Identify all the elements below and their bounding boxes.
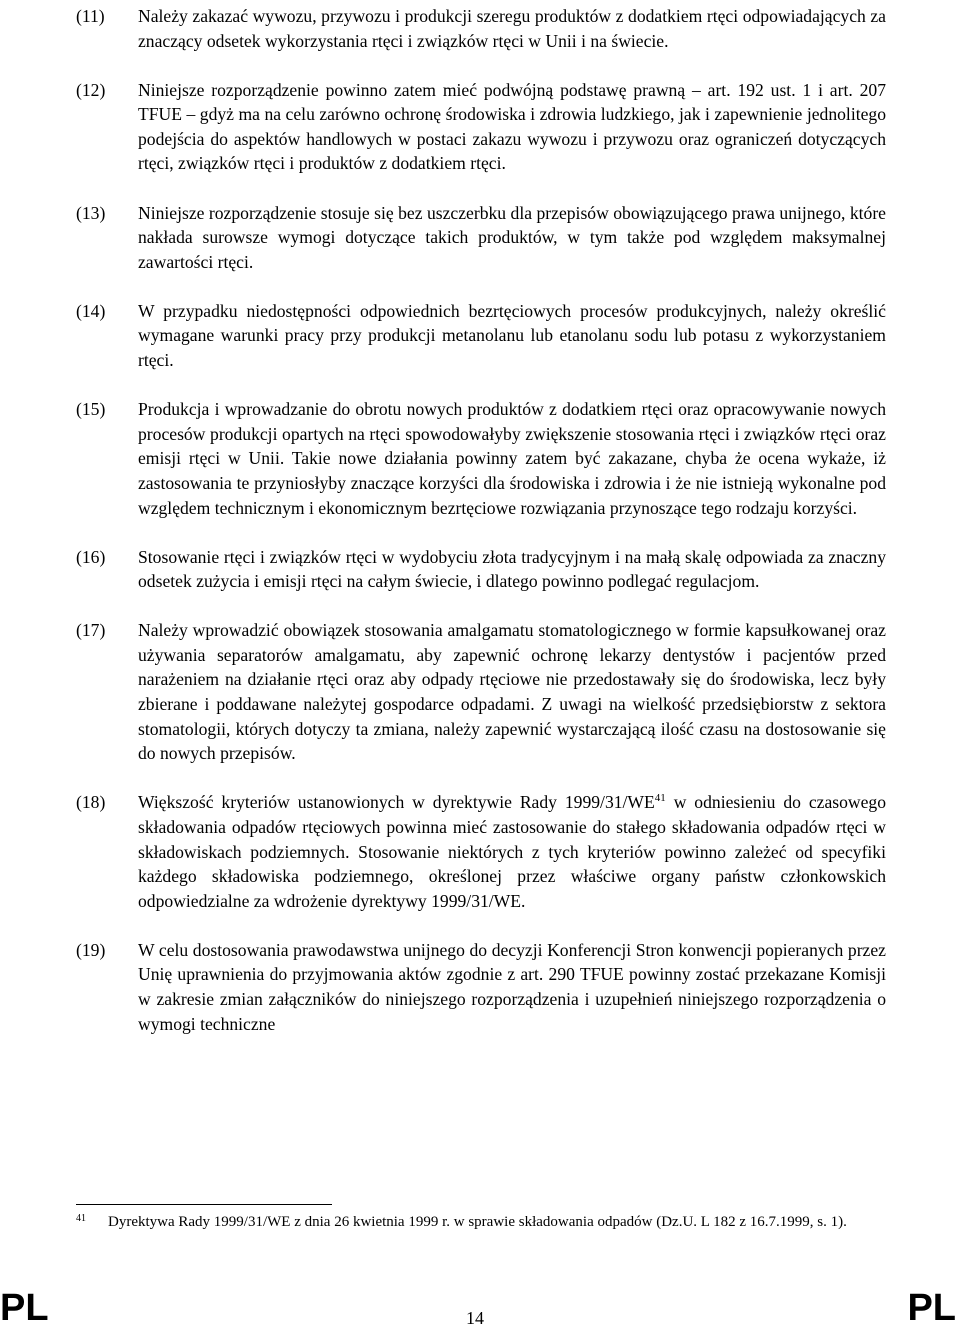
paragraph-number: (13) [76, 202, 106, 223]
paragraph-11 [76, 4, 886, 53]
paragraph-text: Należy wprowadzić obowiązek stosowania amalgamatu stomatologicznego w formie kapsułkowanej oraz używania separatorów amalgamatu, aby zapewnić ochronę lekarzy dentystów i pacjentów przed narażeniem na działanie rtęci oraz aby odpady rtęciowe nie przedostawały się do środowiska, lecz były zbierane i poddawane należytej gospodarce odpadami. Z uwagi na wielkość przedsiębiorstw z sektora stomatologii, których dotyczy ta zmiana, należy zapewnić wystarczającą ilość czasu na dostosowanie się do nowych przepisów. [138, 620, 886, 764]
paragraph-13 [76, 201, 886, 275]
paragraph-text: Należy zakazać wywozu, przywozu i produkcji szeregu produktów z dodatkiem rtęci odpowiadających za znaczący odsetek wykorzystania rtęci i związków rtęci w Unii i na świecie. [138, 6, 886, 51]
paragraph-19 [76, 938, 886, 1036]
paragraph-number: (19) [76, 939, 106, 960]
language-label-right: PL [907, 1287, 956, 1329]
footnote-reference[interactable]: 41 [654, 792, 666, 805]
paragraph-14 [76, 299, 886, 373]
paragraph-number: (18) [76, 792, 106, 813]
page-number: 14 [466, 1308, 484, 1328]
paragraph-text: Produkcja i wprowadzanie do obrotu nowych produktów z dodatkiem rtęci oraz opracowywanie nowych procesów produkcji opartych na rtęci spowodowałyby zwiększenie stosowania rtęci i związków rtęci oraz emisji rtęci w Unii. Takie nowe działania powinny zatem być zakazane, chyba że ocena wykaże, iż zastosowania te przyniosłyby znaczące korzyści dla środowiska i zdrowia i że nie istnieją wykonalne pod względem technicznym i ekonomicznym bezrtęciowe rozwiązania przynoszące tego rodzaju korzyści. [138, 399, 886, 518]
paragraph-17 [76, 618, 886, 766]
paragraph-number: (14) [76, 300, 106, 321]
paragraph-number: (11) [76, 6, 105, 26]
footnote-text: Dyrektywa Rady 1999/31/WE z dnia 26 kwietnia 1999 r. w sprawie składowania odpadów (Dz.U. L 182 z 16.7.1999, s. 1). [108, 1214, 847, 1230]
paragraph-18 [76, 790, 886, 913]
paragraph-number: (17) [76, 620, 106, 641]
paragraph-15 [76, 397, 886, 520]
footnote-divider [76, 1204, 332, 1205]
paragraph-text [138, 790, 886, 913]
paragraph-text: Niniejsze rozporządzenie powinno zatem mieć podwójną podstawę prawną – art. 192 ust. 1 i art. 207 TFUE – gdyż ma na celu zarówno ochronę środowiska i zdrowia ludzkiego, jak i zapewnienie jednolitego podejścia do aspektów handlowych w postaci zakazu wywozu i przywozu oraz ograniczeń dotyczących rtęci, związków rtęci i produktów z dodatkiem rtęci. [138, 79, 886, 174]
paragraph-12 [76, 78, 886, 176]
paragraph-number: (12) [76, 79, 106, 100]
paragraph-text-end: w odniesieniu do czasowego składowania odpadów rtęciowych powinna mieć zastosowanie do stałego składowania odpadów rtęci w składowiskach podziemnych. Stosowanie niektórych z tych kryteriów powinno zależeć od specyfiki każdego składowiska podziemnego, określonej przez właściwe organy państw członkowskich odpowiedzialne za wdrożenie dyrektywy 1999/31/WE. [138, 792, 887, 911]
document-body [76, 4, 886, 1061]
language-label-left: PL [0, 1287, 49, 1329]
footnote [76, 1212, 886, 1233]
paragraph-number: (15) [76, 399, 106, 420]
paragraph-16 [76, 545, 886, 594]
paragraph-text: Stosowanie rtęci i związków rtęci w wydobyciu złota tradycyjnym i na małą skalę odpowiada za znaczny odsetek zużycia i emisji rtęci na całym świecie, i dlatego powinno podlegać regulacjom. [138, 546, 886, 592]
paragraph-number: (16) [76, 546, 106, 567]
paragraph-text: Niniejsze rozporządzenie stosuje się bez uszczerbku dla przepisów obowiązującego prawa unijnego, które nakłada surowsze wymogi dotyczące takich produktów, w tym także pod względem maksymalnej zawartości rtęci. [138, 202, 886, 272]
paragraph-text-start: Większość kryteriów ustanowionych w dyrektywie Rady 1999/31/WE [138, 792, 655, 813]
paragraph-text: W celu dostosowania prawodawstwa unijnego do decyzji Konferencji Stron konwencji popieranych przez Unię uprawnienia do przyjmowania aktów zgodnie z art. 290 TFUE powinny zostać przekazane Komisji w zakresie zmian załączników do niniejszego rozporządzenia i uzupełnień niniejszego rozporządzenia o wymogi techniczne [138, 939, 886, 1034]
paragraph-text: W przypadku niedostępności odpowiednich bezrtęciowych procesów produkcyjnych, należy określić wymagane warunki pracy przy produkcji metanolanu lub etanolanu sodu lub potasu z wykorzystaniem rtęci. [138, 300, 886, 371]
footnote-number: 41 [76, 1213, 86, 1224]
